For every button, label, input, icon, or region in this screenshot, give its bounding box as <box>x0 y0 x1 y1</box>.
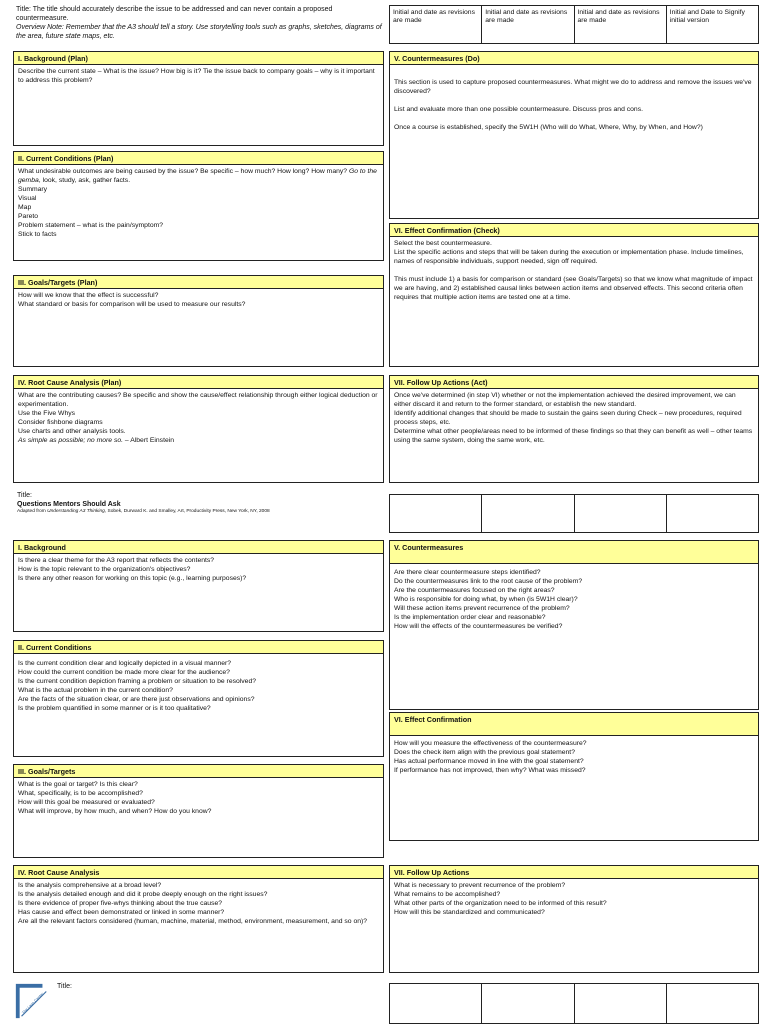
middle-adapted-line <box>17 509 385 515</box>
lean-center-logo-icon <box>13 982 51 1020</box>
revision-cell-empty <box>667 984 758 1023</box>
section-heading: VI. Effect Confirmation <box>389 712 759 736</box>
top-effect-section <box>389 223 759 367</box>
middle-revision-grid <box>389 494 759 533</box>
section-body: How will you measure the effectiveness of the countermeasure? Does the check item align with the previous goal statement? Has actual performance moved in line with the goal statement? If performance has not improved, then why? What was missed? <box>389 736 759 841</box>
section-body: Are there clear countermeasure steps identified? Do the countermeasures link to the root cause of the problem? Are the countermeasures focused on the right areas? Who is responsible for doing what, by when (is 5W1H clear)? Will these action items prevent recurrence of the problem? Is the implementation order clear and reasonable? How will the effects of the countermeasures be verified? <box>389 564 759 710</box>
section-heading: VII. Follow Up Actions (Act) <box>389 375 759 389</box>
middle-title-block <box>17 491 385 515</box>
top-title-label: Title: <box>16 6 31 13</box>
top-revision-grid <box>389 5 759 44</box>
section-body: What is the goal or target? Is this clear? What, specifically, is to be accomplished? How will this goal be measured or evaluated? What will improve, by how much, and when? How do you know? <box>13 778 384 858</box>
middle-subtitle: Questions Mentors Should Ask <box>17 501 121 509</box>
adapted-prefix: Adapted from <box>17 509 48 515</box>
root-quote-author: – Albert Einstein <box>123 436 175 444</box>
current-line1-end: , look, study, ask, gather facts. <box>38 176 131 184</box>
section-body: Is the current condition clear and logically depicted in a visual manner? How could the current condition be made more clear for the audience? Is the current condition depiction framing a problem or situation to be resolved? What is the actual problem in the current condition? Are the facts of the situation clear, or are there just observations and opinions? Is the problem quantified in some manner or is it too qualitative? <box>13 654 384 757</box>
top-background-section <box>13 51 384 146</box>
mid-goals-section <box>13 764 384 858</box>
current-rest: Summary Visual Map Pareto Problem statement – what is the pain/symptom? Stick to facts <box>18 185 164 238</box>
mid-counter-section <box>389 540 759 710</box>
mid-root-section <box>13 865 384 973</box>
top-counter-section <box>389 51 759 219</box>
root-quote: As simple as possible; no more so. <box>18 436 124 444</box>
top-goals-section <box>13 275 384 367</box>
root-body: What are the contributing causes? Be specific and show the cause/effect relationship through either logical deduction or experimentation. Use the Five Whys Consider fishbone diagrams Use charts and other analysis tools. <box>18 392 378 435</box>
top-title-block <box>16 5 384 41</box>
section-heading: III. Goals/Targets (Plan) <box>13 275 384 289</box>
section-body: Is there a clear theme for the A3 report that reflects the contents? How is the topic relevant to the organization's objectives? Is there any other reason for working on this topic (e.g., learning purposes)? <box>13 554 384 632</box>
revision-cell-empty <box>575 984 667 1023</box>
adapted-book: Understanding A3 Thinking <box>47 509 105 515</box>
revision-cell: Initial and date as revisions are made <box>390 6 482 43</box>
mid-current-section <box>13 640 384 757</box>
section-heading: II. Current Conditions (Plan) <box>13 151 384 165</box>
section-heading: II. Current Conditions <box>13 640 384 654</box>
section-heading: I. Background <box>13 540 384 554</box>
section-heading: IV. Root Cause Analysis (Plan) <box>13 375 384 389</box>
section-body <box>13 389 384 483</box>
section-heading: V. Countermeasures <box>389 540 759 564</box>
section-body: What is necessary to prevent recurrence of the problem? What remains to be accomplished? What other parts of the organization need to be informed of this result? How will this be standardized and communicated? <box>389 879 759 973</box>
section-body <box>13 165 384 261</box>
section-heading: III. Goals/Targets <box>13 764 384 778</box>
revision-cell-empty <box>575 495 667 532</box>
top-current-section <box>13 151 384 261</box>
section-body: Once we've determined (in step VI) whether or not the implementation achieved the desired improvement, we can either discard it and return to the former standard, or establish the new standard. Identify additional changes that should be made to sustain the gains seen during Check – new procedures, required process steps, etc. Determine what other people/areas need to be informed of these findings so that they can benefit as well – other teams using the same system, doing the same work, etc. <box>389 389 759 483</box>
mid-effect-section <box>389 712 759 841</box>
current-line1-italic: Go to the gemba <box>18 168 377 184</box>
top-title-text: The title should accurately describe the issue to be addressed and can never contain a proposed countermeasure. <box>16 6 333 23</box>
revision-cell: Initial and Date to Signify initial version <box>669 9 745 25</box>
revision-cell-empty <box>482 984 574 1023</box>
adapted-rest: , Sobek, Durward K. and Smalley, Art, Productivity Press, New York, NY, 2008 <box>104 509 270 515</box>
middle-title-label: Title: <box>17 492 32 499</box>
top-follow-section <box>389 375 759 483</box>
revision-cell-empty <box>390 984 482 1023</box>
section-body: Describe the current state – What is the issue? How big is it? Tie the issue back to company goals – why is it important to address this problem? <box>13 65 384 146</box>
revision-cell: Initial and date as revisions are made <box>482 6 574 43</box>
bottom-title-label: Title: <box>57 983 72 990</box>
revision-cell-empty <box>667 495 758 532</box>
revision-cell: Initial and date as revisions are made <box>575 6 667 43</box>
logo-text: The Lean Center <box>21 992 45 1016</box>
section-heading: V. Countermeasures (Do) <box>389 51 759 65</box>
top-overview-note: Overview Note: Remember that the A3 should tell a story. Use storytelling tools such as graphs, sketches, diagrams of the area, future state maps, etc. <box>16 24 382 41</box>
bottom-logo <box>13 982 51 1022</box>
section-heading: VII. Follow Up Actions <box>389 865 759 879</box>
bottom-revision-grid <box>389 983 759 1024</box>
mid-follow-section <box>389 865 759 973</box>
revision-cell-empty <box>482 495 574 532</box>
top-root-section <box>13 375 384 483</box>
section-heading: VI. Effect Confirmation (Check) <box>389 223 759 237</box>
current-line1: What undesirable outcomes are being caused by the issue? Be specific – how much? How long? How many? <box>18 168 349 175</box>
section-body: Is the analysis comprehensive at a broad level? Is the analysis detailed enough and did it probe deeply enough on the right issues? Is there evidence of proper five-whys thinking about the true cause? Has cause and effect been demonstrated or linked in some manner? Are all the relevant factors considered (human, machine, material, method, environment, measurement, and so on)? <box>13 879 384 973</box>
mid-background-section <box>13 540 384 632</box>
section-body: This section is used to capture proposed countermeasures. What might we do to address and remove the issues we've discovered? List and evaluate more than one possible countermeasure. Discuss pros and cons. Once a course is established, specify the 5W1H (Who will do What, Where, Why, by When, and How?) <box>389 65 759 219</box>
section-heading: I. Background (Plan) <box>13 51 384 65</box>
section-body: Select the best countermeasure. List the specific actions and steps that will be taken during the execution or implementation phase. Include timelines, names of responsible individuals, support needed, sign off required. This must include 1) a basis for comparison or standard (see Goals/Targets) so that we know what magnitude of impact we are having, and 2) established causal links between action items and observed effects. This second criteria often requires that multiple action items are tested one at a time. <box>389 237 759 367</box>
section-heading: IV. Root Cause Analysis <box>13 865 384 879</box>
section-body: How will we know that the effect is successful? What standard or basis for comparison will be used to measure our results? <box>13 289 384 367</box>
revision-cell-empty <box>390 495 482 532</box>
